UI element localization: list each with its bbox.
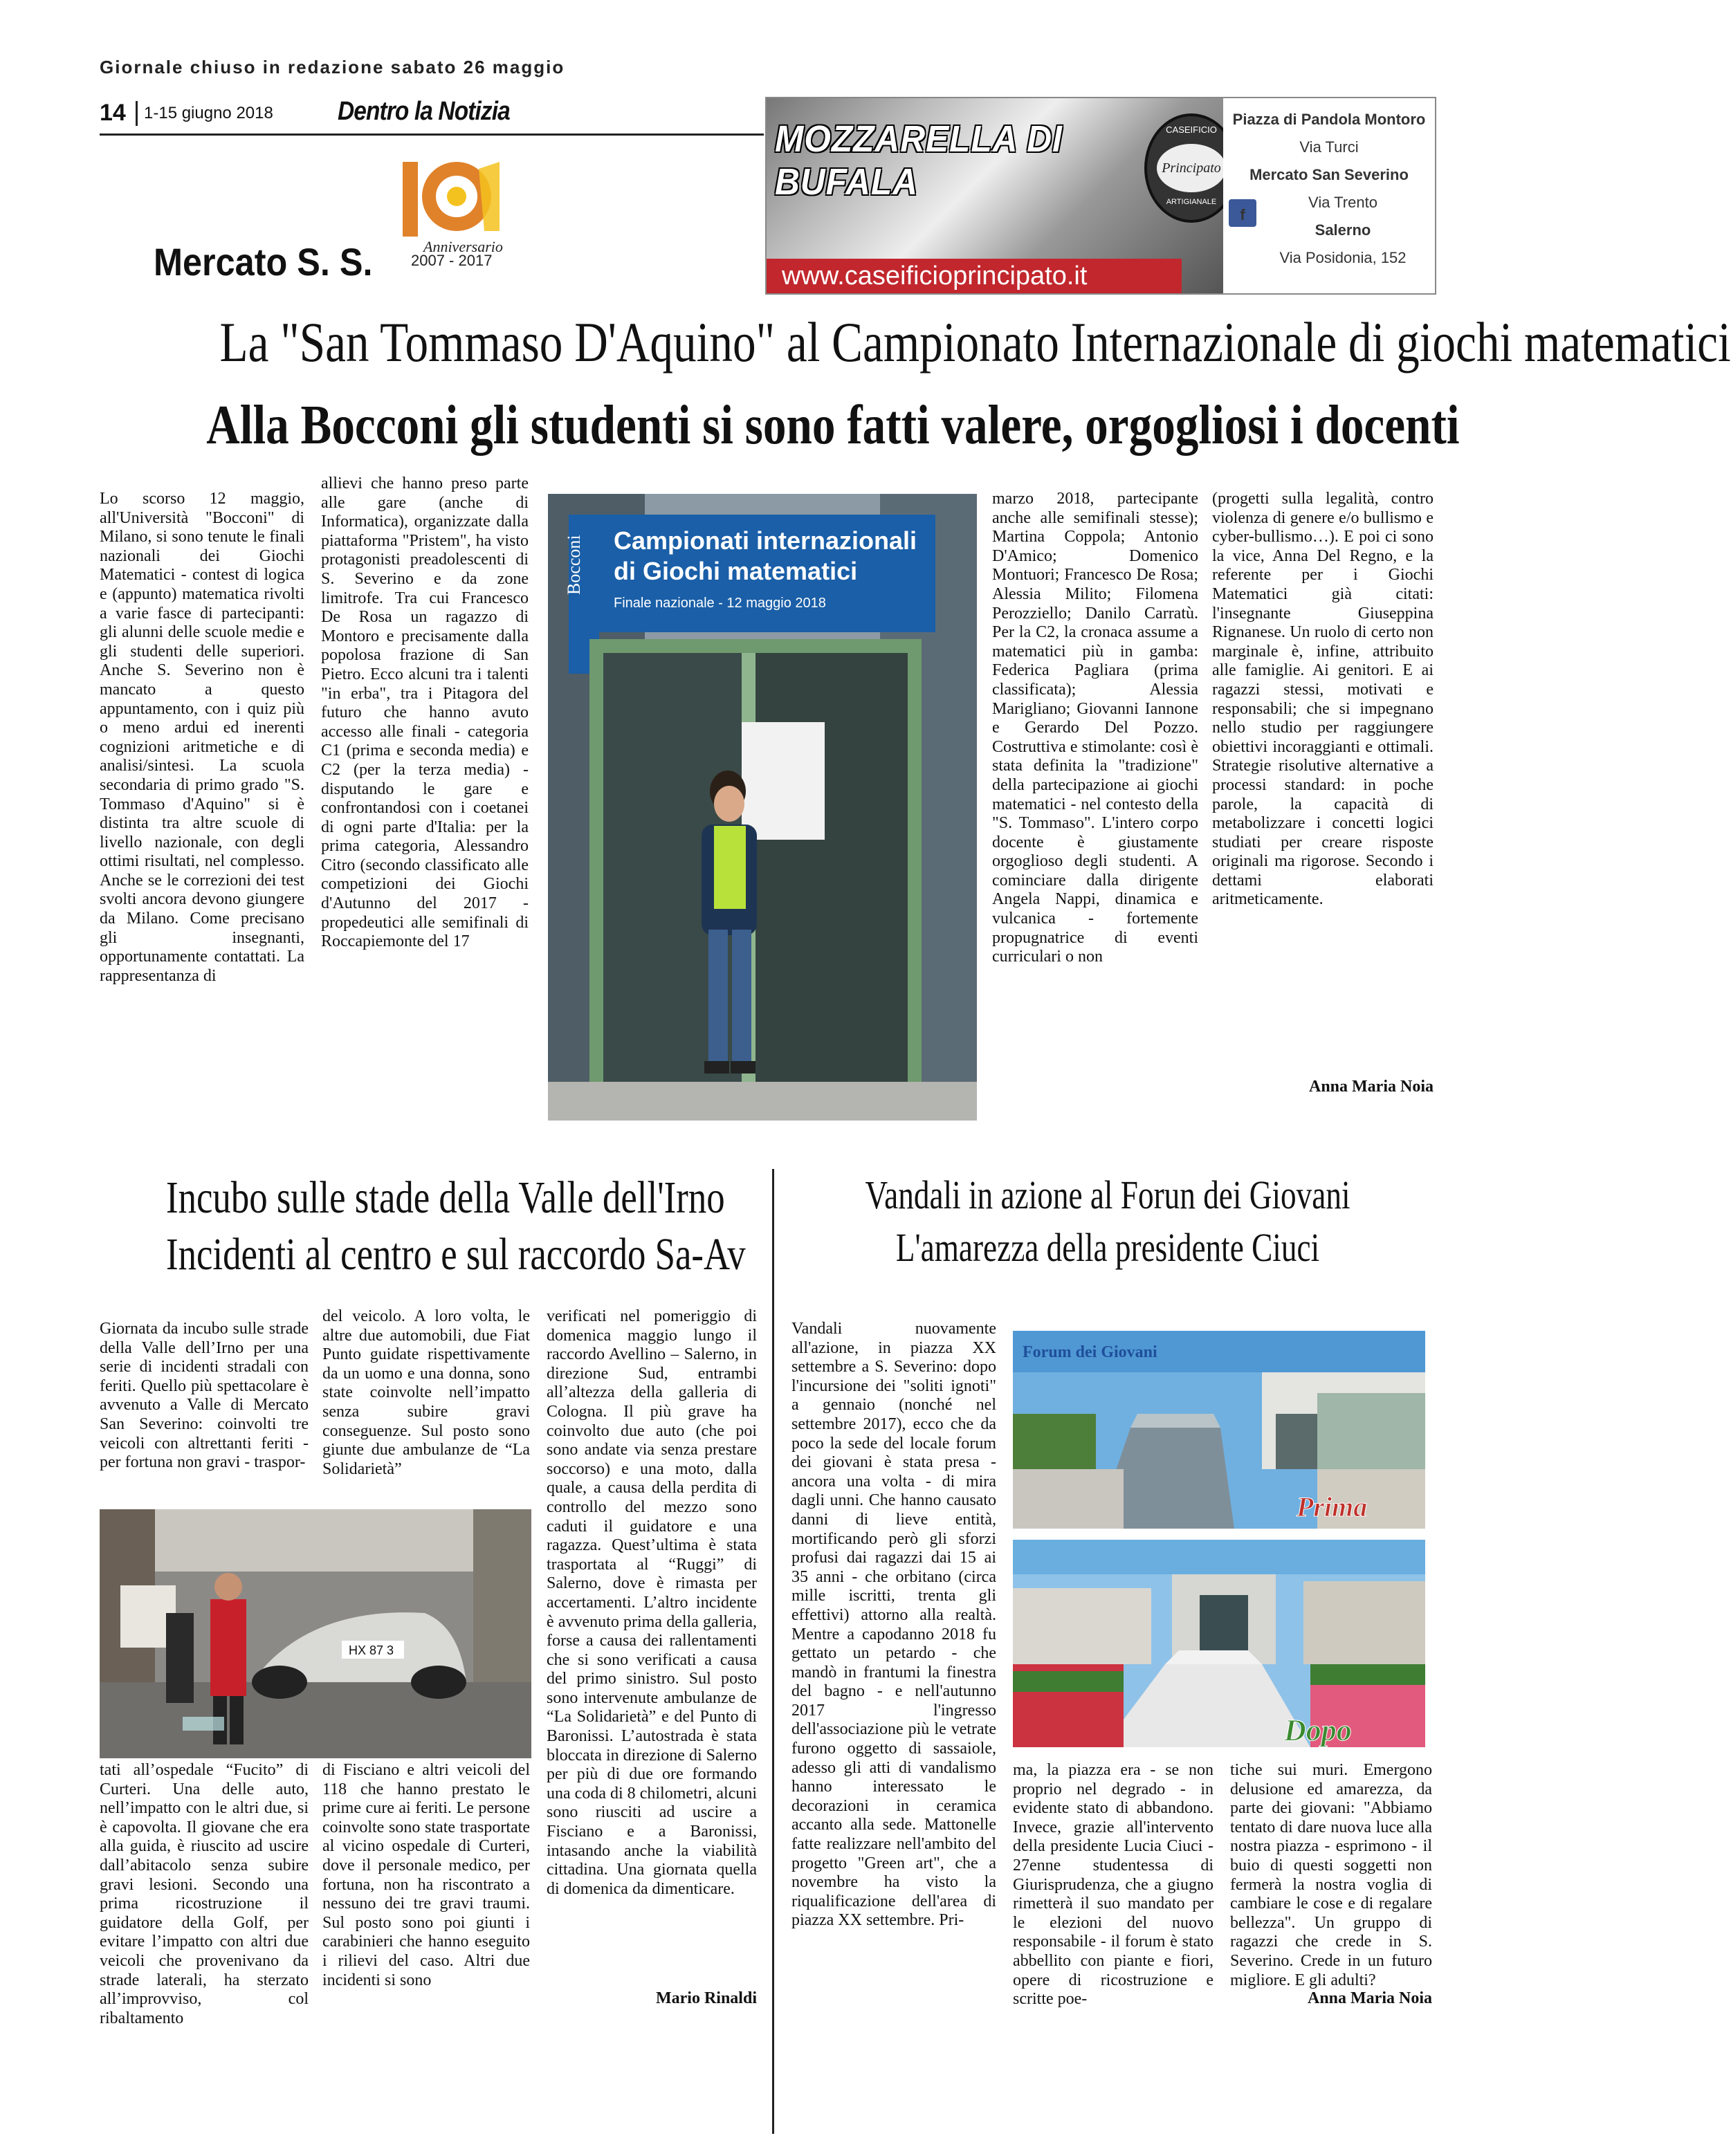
article3-subtitle: L'amarezza della presidente Ciuci	[895, 1225, 1320, 1270]
closing-note: Giornale chiuso in redazione sabato 26 maggio	[100, 57, 565, 77]
label-dopo: Dopo	[1284, 1713, 1352, 1747]
article1-col1: Lo scorso 12 maggio, all'Università "Bocconi" di Milano, si sono tenute le finali nazionali dei Giochi Matematici - contest di logica e (appunto) matematica rivolti a varie fasce di partecipanti: gli alunni delle scuole medie e gli studenti delle superiori. Anche S. Severino non è mancato a questo appuntamento, con i quiz più o meno ardui ed inerenti cognizioni aritmetiche e di analisi/sintesi. La scuola secondaria di primo grado "S. Tommaso d'Aquino" si è distinta tra altre scuole di livello nazionale, con degli ottimi risultati, nel complesso. Anche se le correzioni dei test svolti ancora devono giungere da Milano. Come precisano gli insegnanti, opportunamente contattati. La rappresentanza di	[100, 490, 304, 985]
anniversary-years: 2007 - 2017	[411, 252, 493, 269]
ad-website[interactable]: www.caseificioprincipato.it	[767, 259, 1182, 293]
article1-col2: allievi che hanno preso parte alle gare (anche di Informatica), organizzate dalla piattaforma "Pristem", ha visto protagonisti preadolescenti di S. Severino e da zone limitrofe. Tra cui Francesco De Rosa un ragazzo di Montoro e precisamente dalla popolosa frazione di San Pietro. Ecco alcuni tra i talenti "in erba", tra i Pitagora del futuro che hanno avuto accesso alle finali - categoria C1 (prima e seconda media) e C2 (per la terza media) - disputando le gare e confrontandosi con i coetanei di ogni parte d'Italia: per la prima categoria, Alessandro Citro (secondo classificato alle competizioni dei Giochi d'Autunno del 2017 - propedeutici alle semifinali di Roccapiemonte del 17	[321, 474, 529, 951]
location-3-name: Salerno	[1315, 221, 1371, 239]
ad-image	[767, 98, 1223, 293]
badge-top: CASEIFICIO	[1166, 125, 1217, 135]
badge-name: Principato	[1162, 160, 1221, 176]
banner-line1: Campionati internazionali	[614, 526, 917, 555]
location-2-name: Mercato San Severino	[1249, 166, 1409, 183]
article1-subtitle: Alla Bocconi gli studenti si sono fatti valere, orgogliosi i docenti	[206, 395, 1460, 456]
article2-photo	[100, 1509, 531, 1758]
town-label: Mercato S. S.	[154, 240, 373, 284]
article2-col1: Giornata da incubo sulle strade della Valle dell’Irno per una serie di incidenti stradali con feriti. Quello più spettacolare è avvenuto a Valle di Mercato San Severino: coinvolti tre veicoli con altrettanti feriti - per fortuna non gravi - traspor-	[100, 1320, 309, 1472]
banner-line3: Finale nazionale - 12 maggio 2018	[614, 596, 826, 611]
article3-col1: Vandali nuovamente all'azione, in piazza XX settembre a S. Severino: dopo l'incursione dei "soliti ignoti" a gennaio (nonché nel settembre 2017), ecco che da poco la sede del locale forum dei giovani è stata presa - ancora una volta - di mira dagli unni. Che hanno causato danni di lieve entità, mortificando però gli sforzi profusi dai ragazzi dai 15 ai 35 anni - che orbitano (circa mille iscritti, trenta gli effettivi) attorno alla realtà. Mentre a capodanno 2018 fu gettato un petardo - che mandò in frantumi la finestra del bagno - e nell'autunno 2017 l'ingresso dell'associazione più le vetrate furono oggetto di sassaiole, adesso gli atti di vandalismo hanno interessato le decorazioni in ceramica accanto alla sede. Mattonelle fatte realizzare nell'ambito del progetto "Green art", che a novembre ha visto la riqualificazione dell'area di piazza XX settembre. Pri-	[791, 1320, 996, 1930]
section-name: Dentro la Notizia	[338, 97, 510, 126]
page-number: 14	[100, 100, 126, 126]
article3-photo-after	[1013, 1540, 1425, 1747]
article1-col3: marzo 2018, partecipante anche alle semifinali stesse); Martina Coppola; Antonio D'Amico; Domenico Montuori; Francesco De Rosa; Alessia Milito; Filomena Perozziello; Danilo Carratù. Per la C2, la cronaca assume a matematici più in gamba: Federica Pagliara (prima classificata); Alessia Marigliano; Giovanni Iannone e Gerardo Del Pozzo. Costruttiva e stimolante: così è stata definita la "tradizione" della partecipazione ai giochi matematici - nel contesto della "S. Tommaso". L'intero corpo docente è giustamente orgoglioso degli studenti. A cominciare dalla dirigente Angela Nappi, dinamica e vulcanica - fortemente propugnatrice di eventi curriculari o non	[992, 490, 1198, 966]
article3-photo-before	[1013, 1331, 1425, 1529]
issue-date: 1-15 giugno 2018	[144, 104, 273, 122]
article3-col3: tiche sui muri. Emergono delusione ed amarezza, da parte dei giovani: "Abbiamo tentato di dare nuova luce alla nostra piazza - esprimono - il buio di questi soggetti non fermerà la nostra voglia di cambiare le cose e di regalare bellezza". Un gruppo di ragazzi che crede in S. Severino. Crede in un futuro migliore. E gli adulti?	[1230, 1761, 1432, 1989]
article3-author: Anna Maria Noia	[1308, 1989, 1432, 2007]
article1-col4: (progetti sulla legalità, contro violenza di genere e/o bullismo e cyber-bullismo…). E poi ci sono la vice, Anna Del Regno, e la referente per i Giochi Matematici già citati: l'insegnante Giuseppina Rignanese. Un ruolo di certo non marginale è, infine, attribuito alle famiglie. Ai genitori. E ai ragazzi stessi, motivati e responsabili; che si impegnano nello studio per raggiungere obiettivi incoraggianti e ottimali. Strategie risolutive alternative a processi standard: in poche parole, la capacità di metabolizzare i concetti logici studiati per creare risposte originali ma rigorose. Secondo i dettami elaborati aritmeticamente.	[1212, 490, 1434, 909]
license-plate: HX 87 3	[349, 1643, 394, 1657]
article2-col2: del veicolo. A loro volta, le altre due automobili, due Fiat Punto guidate rispettivamente da un uomo e una donna, sono state coinvolte nell’impatto senza subire gravi conseguenze. Sul posto sono giunte due ambulanze de “La Solidarietà”	[322, 1307, 530, 1478]
ad-title: MOZZARELLA DI BUFALA	[775, 118, 1063, 203]
article2-col1b: tati all’ospedale “Fucito” di Curteri. Una delle auto, nell’impatto con le altri due, si è capovolta. Il giovane che era alla guida, è riuscito ad uscire dall’abitacolo senza subire gravi lesioni. Secondo una prima ricostruzione il guidatore della Golf, per evitare l’impatto con altri due veicoli che provenivano da strade laterali, ha sterzato all’improvviso, col ribaltamento	[100, 1761, 309, 2027]
facebook-icon[interactable]: f	[1229, 199, 1256, 227]
article2-subtitle: Incidenti al centro e sul raccordo Sa-Av	[166, 1229, 746, 1280]
badge-bottom: ARTIGIANALE	[1166, 198, 1217, 206]
location-1-name: Piazza di Pandola Montoro	[1232, 111, 1426, 128]
column-divider	[772, 1169, 774, 2134]
ad-locations	[1223, 98, 1435, 293]
article3-title: Vandali in azione al Forun dei Giovani	[865, 1172, 1350, 1217]
banner-brand: Bocconi	[564, 535, 584, 595]
article2-title: Incubo sulle stade della Valle dell'Irno	[166, 1172, 725, 1223]
location-2-street: Via Trento	[1308, 194, 1377, 211]
article2-col3: verificati nel pomeriggio di domenica maggio lungo il raccordo Avellino – Salerno, in direzione Sud, entrambi all’altezza della galleria di Cologna. Il più grave ha coinvolto due auto (che poi sono andate via senza prestare soccorso) e una moto, dalla quale, a causa della perdita di controllo del mezzo sono caduti il guidatore e una ragazza. Quest’ultima è stata trasportata al “Ruggi” di Salerno, dove è rimasta per accertamenti. L’altro incidente è avvenuto prima della galleria, forse a causa dei rallentamenti che si sono verificati a causa del primo sinistro. Sul posto sono intervenute ambulanze de “La Solidarietà” e del Punto di Baronissi. L’autostrada è stata bloccata in direzione di Salerno per più di due ore formando una coda di 8 chilometri, alcuni sono riusciti ad uscire a Fisciano e a Baronissi, intasando anche la viabilità cittadina. Una giornata quella di domenica da dimenticare.	[547, 1307, 757, 1898]
label-prima: Prima	[1297, 1491, 1368, 1522]
article1-photo	[548, 494, 977, 1121]
header-rule	[100, 133, 764, 136]
banner-line2: di Giochi matematici	[614, 557, 858, 585]
location-3-street: Via Posidonia, 152	[1279, 249, 1407, 266]
article2-author: Mario Rinaldi	[655, 1989, 757, 2007]
forum-sign: Forum dei Giovani	[1023, 1343, 1157, 1361]
article2-col2b: di Fisciano e altri veicoli del 118 che hanno prestato le prime cure ai feriti. Le persone coinvolte sono state trasportate al vicino ospedale di Curteri, dove il personale medico, per fortuna, non ha riscontrato a nessuno dei tre gravi traumi. Sul posto sono poi giunti i carabinieri che hanno eseguito i rilievi del caso. Altri due incidenti si sono	[322, 1761, 530, 1989]
advertisement[interactable]	[765, 97, 1436, 295]
page-separator	[136, 101, 138, 126]
article3-col2: ma, la piazza era - se non proprio nel degrado - in evidente stato di abbandono. Invece, grazie all'intervento della presidente Lucia Ciuci - 27enne studentessa di Giurisprudenza, che a giugno rimetterà il suo mandato per le elezioni del nuovo responsabile - il forum è stato abbellito con piante e fiori, opere di ricostruzione e scritte poe-	[1013, 1761, 1213, 2009]
anniversary-word: Anniversario	[423, 238, 503, 255]
location-1-street: Via Turci	[1299, 138, 1359, 156]
article1-title: La "San Tommaso D'Aquino" al Campionato Internazionale di giochi matematici	[219, 311, 1731, 374]
article1-author: Anna Maria Noia	[1309, 1078, 1434, 1096]
